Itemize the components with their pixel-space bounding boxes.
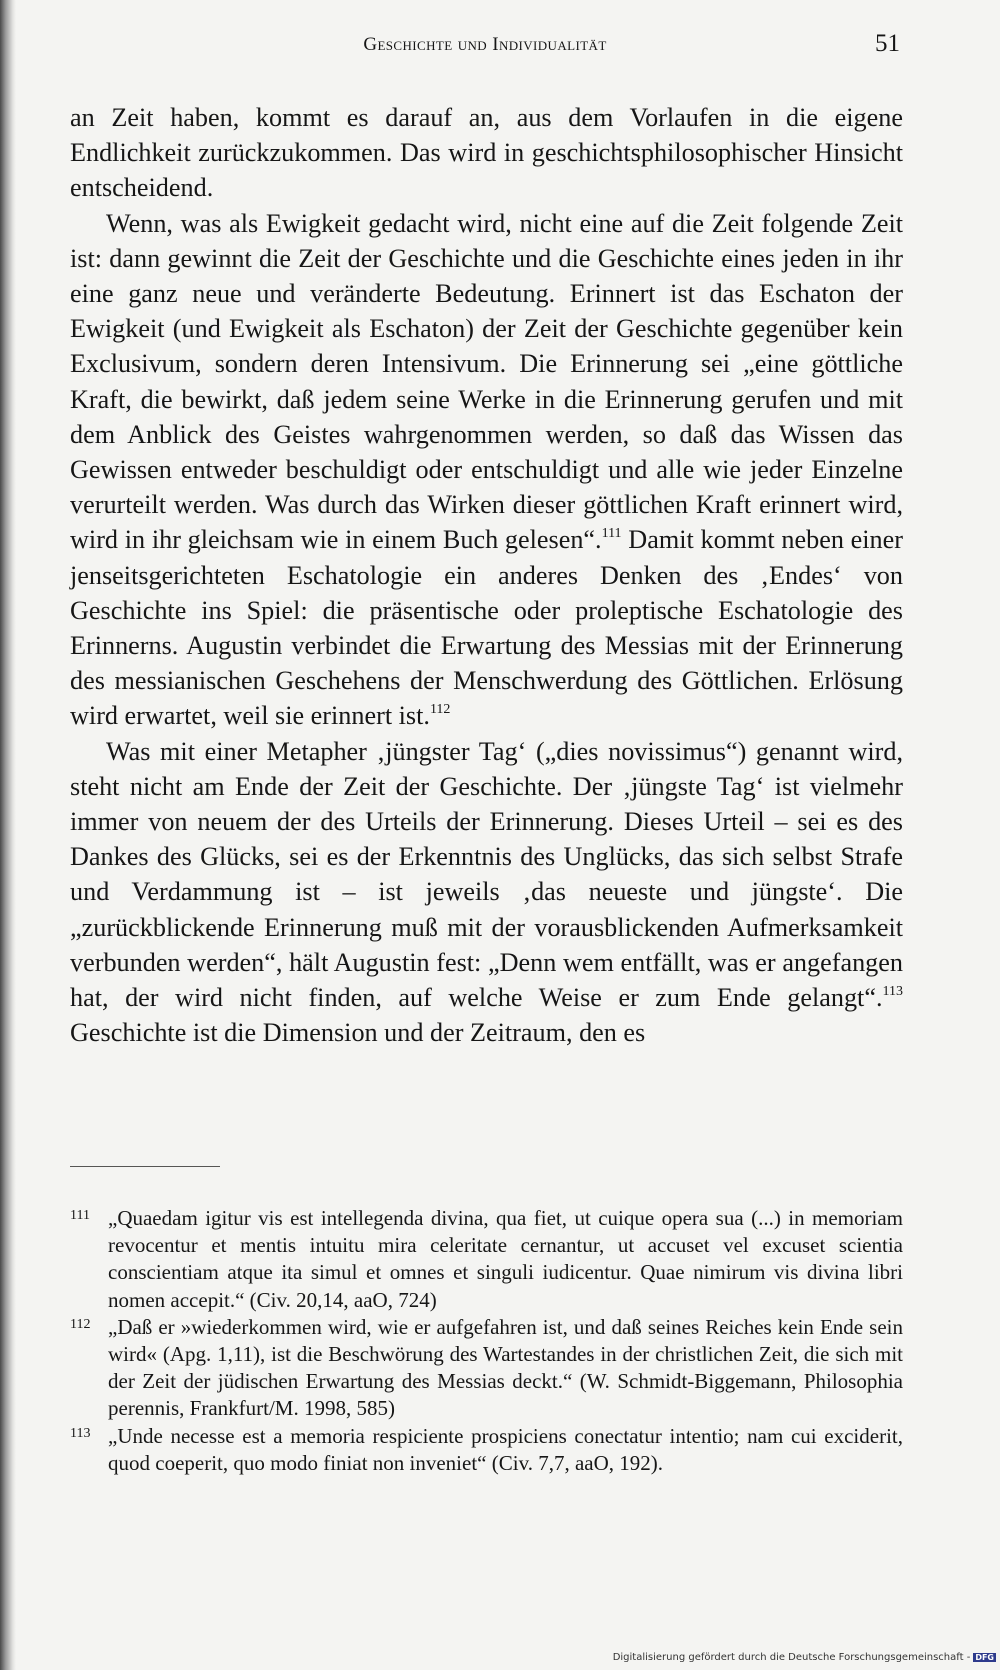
footnote-text: „Daß er »wiederkommen wird, wie er aufgefahren ist, und daß seines Reiches kein Ende sein wird« (Apg. 1,11), ist die Beschwörung des Wartestandes in der christlichen Zeit, die sich mit der Zeit der jüdischen Erwartung des Messias deckt.“ (W. Schmidt-Biggemann, Philosophia perennis, Frankfurt/M. 1998, 585) [108,1314,903,1421]
footnote-text: „Quaedam igitur vis est intellegenda divina, qua fiet, ut cuique opera sua (...) in memoriam revocentur et mentis intuitu mira celeritate cernantur, ut accuset vel excuset scientia conscientiam atque ita simul et omnes et singuli iudicentur. Quae nimirum vis divina libri nomen accepit.“ (Civ. 20,14, aaO, 724) [108,1206,903,1312]
main-text [70,100,903,1050]
footnote-number: 112 [70,1316,91,1332]
digitization-credit [613,1652,996,1663]
footnote-text: „Unde necesse est a memoria respiciente prospiciens conectatur intentio; nam cui exciderit, quod coeperit, quo modo finiat non inveniet“ (Civ. 7,7, aaO, 192). [108,1423,903,1475]
footnote-divider [70,1166,220,1167]
paragraph-2-text-b: Damit kommt neben einer jenseitsgerichteten Eschatologie ein anderes Denken des ‚Endes‘ von Geschichte ins Spiel: die präsentische oder proleptische Eschatologie des Erinnerns. Augustin verbindet die Erwartung des Messias mit der Erinnerung des messianischen Geschehens der Menschwerdung des Göttlichen. Erlösung wird erwartet, weil sie erinnert ist. [70,525,903,731]
footnote-number: 113 [70,1425,91,1441]
running-head [70,30,900,70]
footnote-ref-112: 112 [429,702,451,718]
footnote-112 [70,1314,903,1423]
paragraph-2-text-a: Wenn, was als Ewigkeit gedacht wird, nicht eine auf die Zeit folgende Zeit ist: dann gewinnt die Zeit der Geschichte und die Geschichte eines jeden in ihr eine ganz neue und veränderte Bedeutung. Erinnert ist das Eschaton der Ewigkeit (und Ewigkeit als Eschaton) der Zeit der Geschichte gegenüber kein Exclusivum, sondern deren Intensivum. Die Erinnerung sei „eine göttliche Kraft, die bewirkt, daß jedem seine Werke in die Erinnerung gerufen und mit dem Anblick des Geistes wahrgenommen werden, so daß das Wissen das Gewissen entweder beschuldigt oder entschuldigt und alle wie jeder Einzelne verurteilt werden. Was durch das Wirken dieser göttlichen Kraft erinnert wird, wird in ihr gleichsam wie in einem Buch gelesen“. [70,208,903,555]
paragraph-1: an Zeit haben, kommt es darauf an, aus dem Vorlaufen in die eigene Endlichkeit zurückzukommen. Das wird in geschichtsphilosophischer Hinsicht entscheidend. [70,103,903,203]
footnote-ref-111: 111 [601,526,622,542]
footnotes [70,1205,903,1477]
footnote-number: 111 [70,1208,90,1223]
paragraph-2 [70,206,903,734]
dfg-logo: DFG [975,1653,994,1662]
running-title: Geschichte und Individualität [363,34,607,55]
spine-shadow [0,0,16,1670]
footnote-ref-113: 113 [882,984,903,1000]
paragraph-3-text-b: Geschichte ist die Dimension und der Zeitraum, den es [70,1018,646,1048]
paragraph-3 [70,734,903,1051]
credit-text: Digitalisierung gefördert durch die Deutsche Forschungsgemeinschaft - [612,1652,971,1663]
page-number: 51 [875,30,900,57]
paragraph-3-text-a: Was mit einer Metapher ‚jüngster Tag‘ („dies novissimus“) genannt wird, steht nicht am Ende der Zeit der Geschichte. Der ‚jüngste Tag‘ ist vielmehr immer von neuem der des Urteils der Erinnerung. Dieses Urteil – sei es des Dankes des Glücks, sei es der Erkenntnis des Unglücks, das sich selbst Strafe und Verdammung ist – ist jeweils ‚das neueste und jüngste‘. Die „zurückblickende Erinnerung muß mit der vorausblickenden Aufmerksamkeit verbunden werden“, hält Augustin fest: „Denn wem entfällt, was er angefangen hat, der wird nicht finden, auf welche Weise er zum Ende gelangt“. [70,736,903,1013]
footnote-113 [70,1423,903,1477]
footnote-111 [70,1205,903,1314]
